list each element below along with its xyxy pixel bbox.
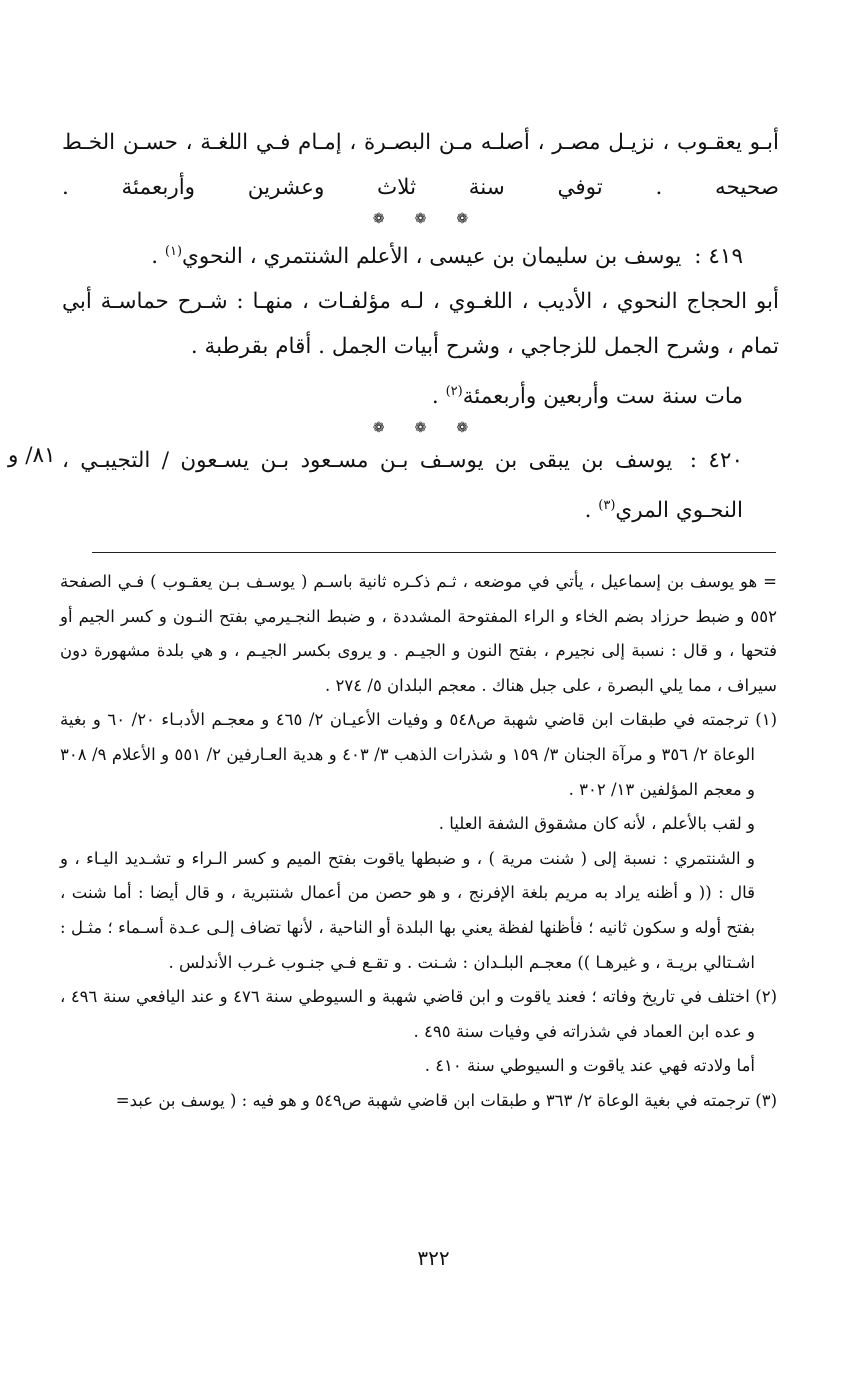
death-note-text: مات سنة ست وأربعين وأربعمئة xyxy=(462,384,743,410)
entry-heading-419 xyxy=(62,229,779,279)
section-divider xyxy=(62,420,779,436)
footnote-2: (٢) اختلف في تاريخ وفاته ؛ فعند ياقوت و ابن قاضي شهبة و السيوطي سنة ٤٧٦ و عند اليافعي سنة ٤٩٦ ، و عده ابن العماد في شذراته في وفيات سنة ٤٩٥ . xyxy=(60,987,778,1041)
footnote-reference: (٢) xyxy=(445,384,463,400)
flower-ornament-icon: ❁ xyxy=(456,420,469,437)
footnote-1-note: و لقب بالأعلم ، لأنه كان مشقوق الشفة العليا . xyxy=(438,814,755,834)
death-note-end-mark: . xyxy=(431,384,439,410)
entry-title: يوسف بن يبقى بن يوسـف بـن مسـعود بـن يسـعون / التجيبـي ، النحـوي المري xyxy=(62,448,743,524)
entry-number: ٤٢٠ : xyxy=(689,448,743,474)
biography-paragraph-2: أبو الحجاج النحوي ، الأديب ، اللغـوي ، لـه مؤلفـات ، منهـا : شـرح حماسـة أبي تمام ، وشرح الجمل للزجاجي ، وشرح أبيات الجمل . أقام بقرطبة . xyxy=(62,289,779,360)
footnote-divider xyxy=(92,552,776,553)
footnote-reference: (١) xyxy=(164,244,183,259)
footnotes xyxy=(60,565,777,1119)
section-divider xyxy=(62,211,779,227)
flower-ornament-icon: ❁ xyxy=(414,420,427,437)
footnote-1-note: و الشنتمري : نسبة إلى ( شنت مرية ) ، و ضبطها ياقوت بفتح الميم و كسر الـراء و تشـديد اليـاء ، و قال : (( و أظنه يراد به مريم بلغة الإفرنج ، و هو حصن من أعمال شنتبرية ، و قال أيضا : أما شنت ، بفتح أوله و سكون ثانيه ؛ فأظنها لفظة يعني بها البلدة أو الناحية ، لأنها تضاف إلـى عـدة أسـماء ؛ مثـل : اشـتالي بريـة ، و غيرهـا )) معجـم البلـدان : شـنت . و تقـع فـي جنـوب غـرب الأندلس . xyxy=(60,848,755,972)
flower-ornament-icon: ❁ xyxy=(456,211,469,227)
entry-heading-420 xyxy=(62,438,779,533)
entry-title: يوسف بن سليمان بن عيسى ، الأعلم الشنتمري ، النحوي xyxy=(182,244,682,270)
footnote-2-note: أما ولادته فهي عند ياقوت و السيوطي سنة ٤١٠ . xyxy=(424,1056,755,1076)
footnote-3: (٣) ترجمته في بغية الوعاة ٢/ ٣٦٣ و طبقات ابن قاضي شهبة ص٥٤٩ و هو فيه : ( يوسف بن عبد= xyxy=(115,1090,777,1110)
biography-paragraph-1: أبـو يعقـوب ، نزيـل مصـر ، أصلـه مـن البصـرة ، إمـام فـي اللغـة ، حسـن الخـط صحيحه . توفي سنة ثلاث وعشرين وأربعمئة . xyxy=(62,130,779,200)
main-text xyxy=(62,120,779,533)
entry-number: ٤١٩ : xyxy=(694,244,743,270)
footnote-reference: (٣) xyxy=(598,498,616,514)
page-number: ٣٢٢ xyxy=(417,1246,450,1270)
flower-ornament-icon: ❁ xyxy=(372,211,385,227)
flower-ornament-icon: ❁ xyxy=(372,420,385,437)
flower-ornament-icon: ❁ xyxy=(414,211,427,227)
entry-end-mark: . xyxy=(151,244,159,270)
footnote-1: (١) ترجمته في طبقات ابن قاضي شهبة ص٥٤٨ و وفيات الأعيـان ٢/ ٤٦٥ و معجـم الأدبـاء ٢٠/ ٦٠ و بغية الوعاة ٢/ ٣٥٦ و مرآة الجنان ٣/ ١٥٩ و شذرات الذهب ٣/ ٤٠٣ و هدية العـارفين ٢/ ٥٥١ و الأعلام ٩/ ٣٠٨ و معجم المؤلفين ١٣/ ٣٠٢ . xyxy=(60,710,777,799)
footnote-continuation: = هو يوسف بن إسماعيل ، يأتي في موضعه ، ثـم ذكـره ثانية باسـم ( يوسـف بـن يعقـوب ) فـي الصفحة ٥٥٢ و ضبط حرزاد بضم الخاء و الراء المفتوحة المشددة ، و ضبط النجـيرمي بفتح النـون و كسر الجيم أو فتحها ، و قال : نسبة إلى نجيرم ، بفتح النون و الجيـم . و يروى بكسر الجيـم ، و هي بلدة مشهورة دون سيراف ، مما يلي البصرة ، على جبل هناك . معجم البلدان ٥/ ٢٧٤ . xyxy=(60,572,777,695)
margin-folio-note: ٨١/ و xyxy=(8,443,56,468)
entry-end-mark: . xyxy=(584,498,592,524)
death-note xyxy=(62,369,779,419)
